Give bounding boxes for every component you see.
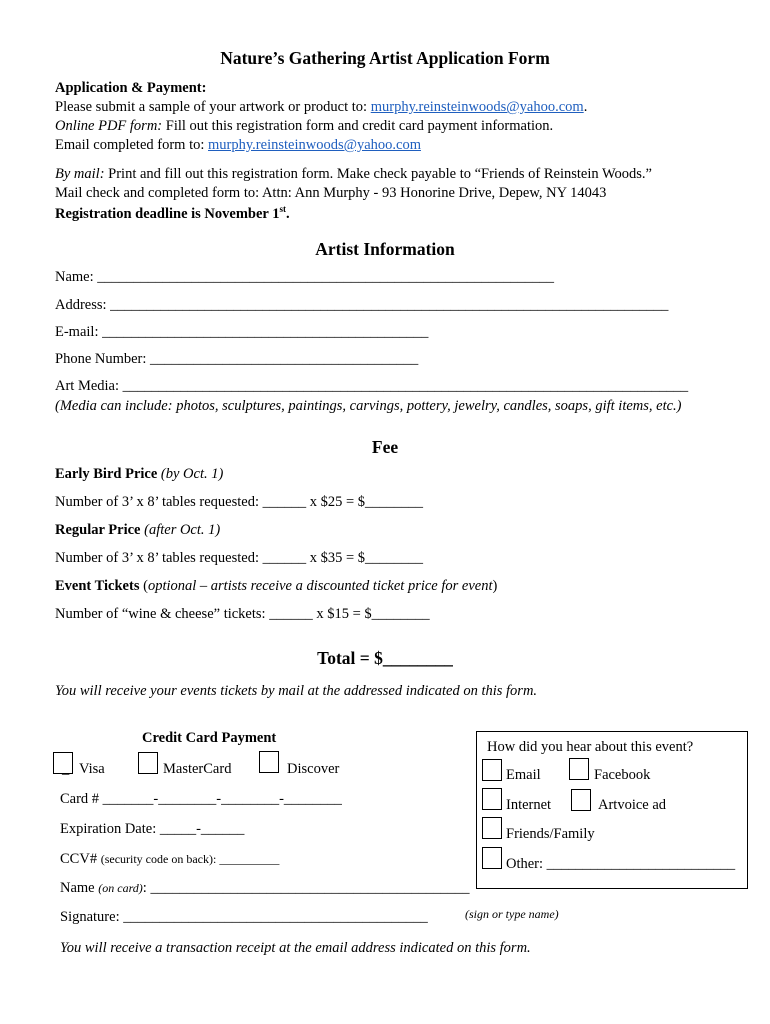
signature-note: (sign or type name) <box>465 907 559 921</box>
event-tickets-close: ) <box>492 578 498 594</box>
email-completed-line <box>55 137 421 154</box>
online-form-line <box>55 118 553 135</box>
online-form-label: Online PDF form: <box>55 118 163 134</box>
submit-sample-text: Please submit a sample of your artwork or product to: <box>55 99 371 115</box>
mastercard-checkbox[interactable] <box>138 752 158 774</box>
friends-family-label: Friends/Family <box>506 826 595 842</box>
by-mail-text: Print and fill out this registration form. Make check payable to “Friends of Reinstein Woods.” <box>104 166 652 182</box>
application-heading: Application & Payment: <box>55 80 207 96</box>
facebook-checkbox[interactable] <box>569 758 589 780</box>
mastercard-label: MasterCard <box>163 761 232 777</box>
early-bird-note: (by Oct. 1) <box>157 466 224 482</box>
total-field[interactable]: Total = $________ <box>317 648 453 668</box>
facebook-label: Facebook <box>594 767 651 783</box>
early-bird-label: Early Bird Price <box>55 466 158 482</box>
submit-sample-line <box>55 99 587 116</box>
art-media-field[interactable]: Art Media: ______________________________________________________________________________ <box>55 378 689 394</box>
by-mail-line <box>55 166 652 183</box>
media-note: (Media can include: photos, sculptures, paintings, carvings, pottery, jewelry, candles, soaps, gift items, etc.) <box>55 398 682 414</box>
artvoice-label: Artvoice ad <box>598 797 667 813</box>
name-on-card-field[interactable] <box>60 880 469 897</box>
credit-card-heading: Credit Card Payment <box>142 730 277 746</box>
event-tickets-open: ( <box>139 578 148 594</box>
internet-label: Internet <box>506 797 552 813</box>
submit-email-link[interactable]: murphy.reinsteinwoods@yahoo.com <box>370 99 584 115</box>
other-field[interactable]: Other: __________________________ <box>506 856 736 872</box>
name-field[interactable]: Name: _______________________________________________________________ <box>55 269 555 285</box>
email-field[interactable]: E-mail: _____________________________________________ <box>55 324 429 340</box>
expiration-date-field[interactable]: Expiration Date: _____-______ <box>60 821 245 837</box>
other-checkbox[interactable] <box>482 847 502 869</box>
how-did-you-hear-title: How did you hear about this event? <box>487 739 694 755</box>
online-form-text: Fill out this registration form and credit card payment information. <box>162 118 554 134</box>
submit-sample-period: . <box>583 99 588 115</box>
visa-label: Visa <box>79 761 105 777</box>
early-bird-tables-field[interactable]: Number of 3’ x 8’ tables requested: ______ x $25 = $________ <box>55 494 424 510</box>
wine-cheese-tickets-field[interactable]: Number of “wine & cheese” tickets: ______ x $15 = $________ <box>55 606 430 622</box>
card-number-field[interactable]: Card # _______-________-________-________ <box>60 791 342 807</box>
regular-price-note: (after Oct. 1) <box>140 522 221 538</box>
discover-checkbox[interactable] <box>259 751 279 773</box>
name-on-card-line: : ____________________________________________ <box>142 880 470 896</box>
signature-field[interactable]: Signature: __________________________________________ <box>60 909 428 925</box>
receipt-note: You will receive a transaction receipt at the email address indicated on this form. <box>60 940 531 956</box>
email-source-label: Email <box>506 767 541 783</box>
event-tickets-label: Event Tickets <box>55 578 140 594</box>
name-on-card-note: (on card) <box>98 881 143 895</box>
regular-price-line <box>55 522 220 539</box>
friends-family-checkbox[interactable] <box>482 817 502 839</box>
ccv-field[interactable] <box>60 851 279 868</box>
deadline-text: Registration deadline is November 1 <box>55 205 280 222</box>
phone-field[interactable]: Phone Number: _____________________________________ <box>55 351 419 367</box>
regular-tables-field[interactable]: Number of 3’ x 8’ tables requested: ______ x $35 = $________ <box>55 550 424 566</box>
mail-address-line: Mail check and completed form to: Attn: Ann Murphy - 93 Honorine Drive, Depew, NY 14043 <box>55 185 607 201</box>
artist-info-heading: Artist Information <box>315 239 455 259</box>
name-on-card-label: Name <box>60 880 99 896</box>
fee-heading: Fee <box>371 437 399 457</box>
internet-checkbox[interactable] <box>482 788 502 810</box>
address-field[interactable]: Address: _____________________________________________________________________________ <box>55 297 669 313</box>
tickets-mail-note: You will receive your events tickets by mail at the addressed indicated on this form. <box>55 683 538 699</box>
registration-deadline <box>55 204 290 223</box>
form-title: Nature’s Gathering Artist Application Form <box>220 48 550 68</box>
event-tickets-line <box>55 578 497 595</box>
deadline-sup: st <box>279 204 286 214</box>
ccv-note: (security code on back): __________ <box>100 852 280 866</box>
visa-underscore: _ <box>62 761 70 777</box>
discover-label: Discover <box>287 761 340 777</box>
regular-price-label: Regular Price <box>55 522 141 538</box>
completed-email-link[interactable]: murphy.reinsteinwoods@yahoo.com <box>208 137 421 153</box>
event-tickets-note: optional – artists receive a discounted ticket price for event <box>147 578 493 594</box>
email-source-checkbox[interactable] <box>482 759 502 781</box>
email-completed-text: Email completed form to: <box>55 137 209 153</box>
early-bird-line <box>55 466 223 483</box>
deadline-end: . <box>285 205 290 222</box>
artvoice-checkbox[interactable] <box>571 789 591 811</box>
by-mail-label: By mail: <box>55 166 105 182</box>
ccv-label: CCV# <box>60 851 101 867</box>
